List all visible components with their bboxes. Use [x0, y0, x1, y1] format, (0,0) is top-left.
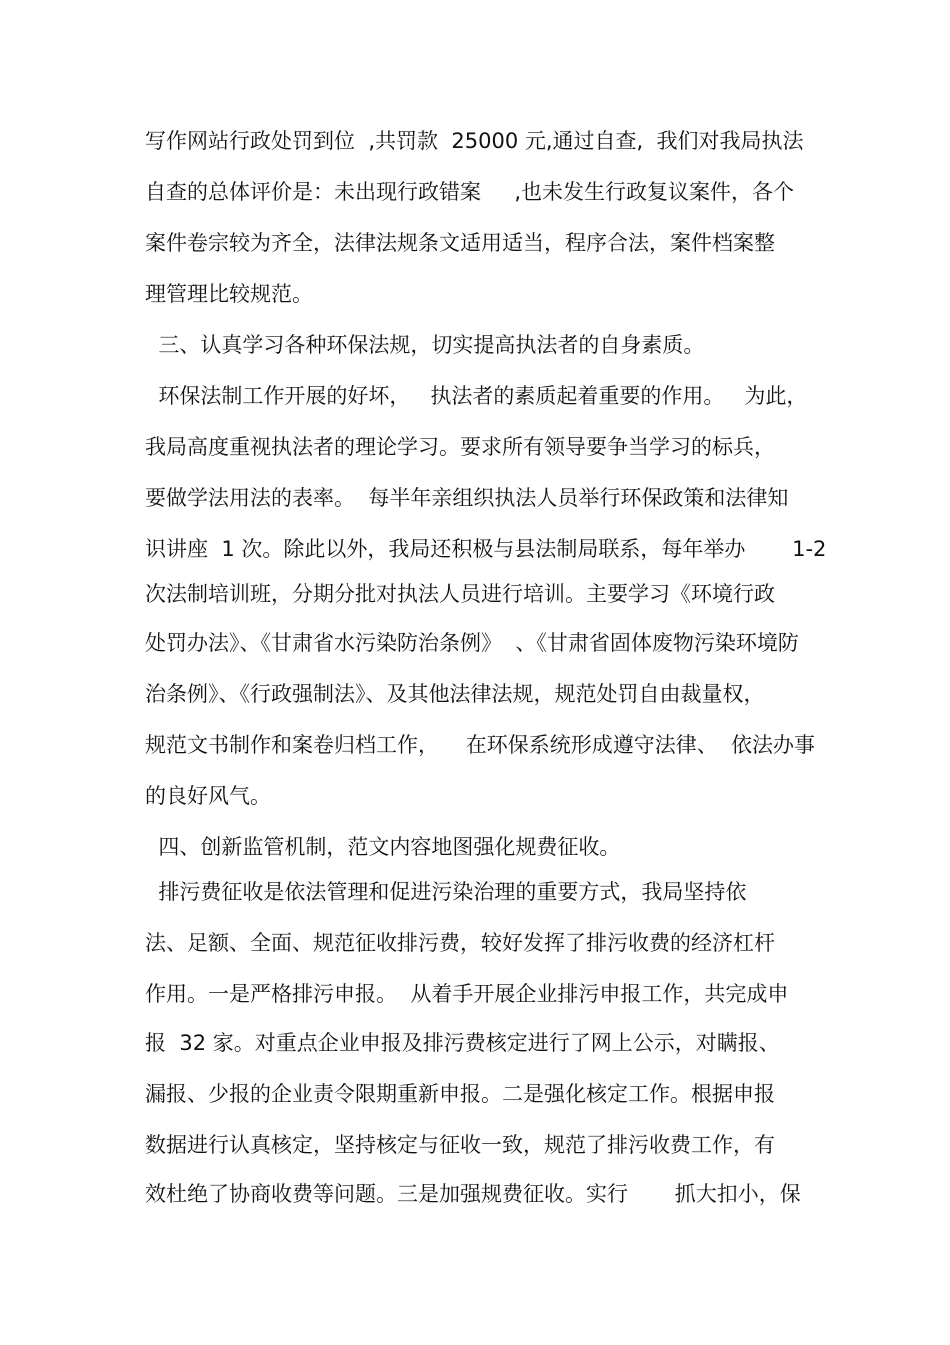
text-line: 报 32 家。对重点企业申报及排污费核定进行了网上公示，对瞒报、	[145, 1031, 780, 1055]
text-line: 法、足额、全面、规范征收排污费，较好发挥了排污收费的经济杠杆	[145, 931, 775, 955]
text-line: 案件卷宗较为齐全，法律法规条文适用适当，程序合法，案件档案整	[145, 231, 775, 255]
text-line: 自查的总体评价是：未出现行政错案 ,也未发生行政复议案件，各个	[145, 180, 795, 204]
text-line: 环保法制工作开展的好坏， 执法者的素质起着重要的作用。 为此，	[145, 384, 808, 408]
text-line: 数据进行认真核定，坚持核定与征收一致，规范了排污收费工作，有	[145, 1133, 775, 1157]
text-line: 要做学法用法的表率。 每半年亲组织执法人员举行环保政策和法律知	[145, 486, 789, 510]
text-line: 识讲座 1 次。除此以外，我局还积极与县法制局联系，每年举办 1-2	[145, 537, 827, 561]
text-line: 作用。一是严格排污申报。 从着手开展企业排污申报工作，共完成申	[145, 982, 789, 1006]
text-line: 处罚办法》、《甘肃省水污染防治条例》 、《甘肃省固体废物污染环境防	[145, 631, 799, 655]
text-line: 的良好风气。	[145, 784, 271, 808]
text-line: 排污费征收是依法管理和促进污染治理的重要方式，我局坚持依	[145, 880, 747, 904]
text-line: 次法制培训班，分期分批对执法人员进行培训。主要学习《环境行政	[145, 582, 775, 606]
text-line: 效杜绝了协商收费等问题。三是加强规费征收。实行 抓大扣小，保	[145, 1182, 801, 1206]
section-heading-3: 三、认真学习各种环保法规，切实提高执法者的自身素质。	[145, 333, 705, 357]
text-line: 规范文书制作和案卷归档工作， 在环保系统形成遵守法律、 依法办事	[145, 733, 816, 757]
text-line: 写作网站行政处罚到位 ,共罚款 25000 元,通过自查, 我们对我局执法	[145, 129, 804, 153]
text-line: 治条例》、《行政强制法》、及其他法律法规，规范处罚自由裁量权，	[145, 682, 765, 706]
text-line: 漏报、少报的企业责令限期重新申报。二是强化核定工作。根据申报	[145, 1082, 775, 1106]
section-heading-4: 四、创新监管机制，范文内容地图强化规费征收。	[145, 835, 621, 859]
text-line: 理管理比较规范。	[145, 282, 313, 306]
text-line: 我局高度重视执法者的理论学习。要求所有领导要争当学习的标兵，	[145, 435, 775, 459]
